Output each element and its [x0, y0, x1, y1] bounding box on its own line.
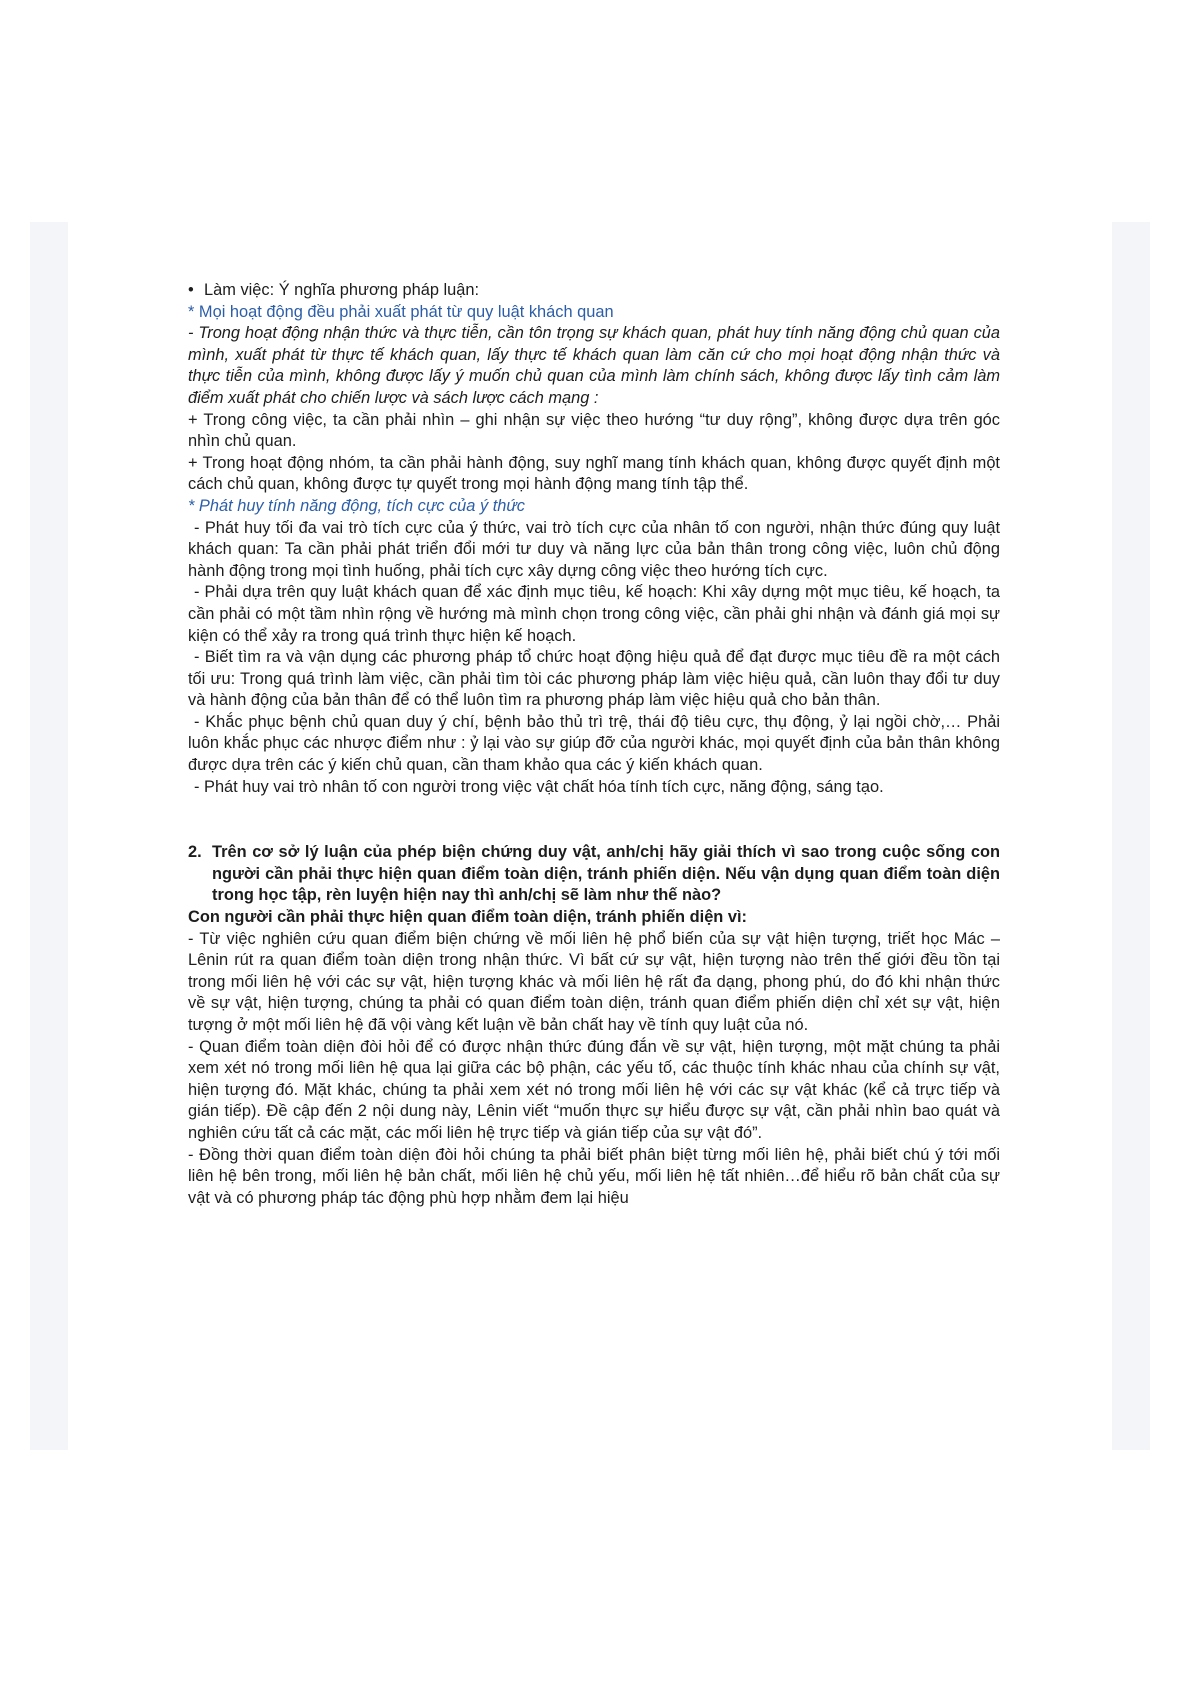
question-2	[188, 842, 1000, 907]
sub1-title: * Mọi hoạt động đều phải xuất phát từ quy luật khách quan	[188, 302, 614, 321]
sub2-item: - Phát huy vai trò nhân tố con người trong việc vật chất hóa tính tích cực, năng động, sáng tạo.	[194, 777, 884, 796]
sub2-item: - Phát huy tối đa vai trò tích cực của ý thức, vai trò tích cực của nhân tố con người, nhận thức đúng quy luật khách quan: Ta cần phải phát triển đổi mới tư duy và năng lực của bản thân trong công việc, luôn chủ động hành động trong mọi tình huống, phải tích cực xây dựng công việc theo hướng tích cực.	[188, 518, 1000, 580]
answer-item: - Từ việc nghiên cứu quan điểm biện chứng về mối liên hệ phổ biến của sự vật hiện tượng, triết học Mác – Lênin rút ra quan điểm toàn diện trong nhận thức. Vì bất cứ sự vật, hiện tượng nào trên thế giới đều tồn tại trong mối liên hệ với các sự vật, hiện tượng khác và mối liên hệ rất đa dạng, phong phú, do đó khi nhận thức về sự vật, hiện tượng, chúng ta phải có quan điểm toàn diện, tránh quan điểm phiến diện chỉ xét sự vật, hiện tượng ở một mối liên hệ đã vội vàng kết luận về bản chất hay về tính quy luật của nó.	[188, 929, 1000, 1034]
page-text	[188, 280, 1000, 1209]
sub2-title: * Phát huy tính năng động, tích cực của ý thức	[188, 496, 525, 515]
bullet-icon: •	[188, 281, 194, 299]
sub1-plus-item-2: + Trong hoạt động nhóm, ta cần phải hành động, suy nghĩ mang tính khách quan, không được quyết định một cách chủ quan, không được tự quyết trong mọi hành động mang tính tập thể.	[188, 453, 1000, 494]
sub2-item: - Khắc phục bệnh chủ quan duy ý chí, bệnh bảo thủ trì trệ, thái độ tiêu cực, thụ động, ỷ lại ngồi chờ,… Phải luôn khắc phục các nhược điểm như : ỷ lại vào sự giúp đỡ của người khác, mọi quyết định của bản thân không được dựa trên các ý kiến chủ quan, cần tham khảo qua các ý kiến khách quan.	[188, 712, 1000, 775]
sub2-item: - Phải dựa trên quy luật khách quan để xác định mục tiêu, kế hoạch: Khi xây dựng một mục tiêu, kế hoạch, ta cần phải có một tầm nhìn rộng về hướng mà mình chọn trong công việc, cần phải ghi nhận và đánh giá mọi sự kiện có thể xảy ra trong quá trình thực hiện kế hoạch.	[188, 583, 1000, 645]
question-text: Trên cơ sở lý luận của phép biện chứng duy vật, anh/chị hãy giải thích vì sao trong cuộc sống con người cần phải thực hiện quan điểm toàn diện, tránh phiến diện. Nếu vận dụng quan điểm toàn diện trong học tập, rèn luyện hiện nay thì anh/chị sẽ làm như thế nào?	[212, 843, 1000, 905]
question-number: 2.	[188, 843, 202, 862]
section-spacer	[188, 798, 1000, 842]
answer-item: - Quan điểm toàn diện đòi hỏi để có được nhận thức đúng đắn về sự vật, hiện tượng, một mặt chúng ta phải xem xét nó trong mối liên hệ qua lại giữa các bộ phận, các yếu tố, các thuộc tính khác nhau của chính sự vật, hiện tượng đó. Mặt khác, chúng ta phải xem xét nó trong mối liên hệ với các sự vật khác (kể cả trực tiếp và gián tiếp). Đề cập đến 2 nội dung này, Lênin viết “muốn thực sự hiểu được sự vật, cần phải nhìn bao quát và nghiên cứu tất cả các mặt, các mối liên hệ trực tiếp và gián tiếp của sự vật đó”.	[188, 1037, 1000, 1142]
answer-heading: Con người cần phải thực hiện quan điểm toàn diện, tránh phiến diện vì:	[188, 908, 748, 927]
sub1-plus-item-1: + Trong công việc, ta cần phải nhìn – ghi nhận sự việc theo hướng “tư duy rộng”, không được dựa trên góc nhìn chủ quan.	[188, 410, 1000, 451]
sub2-item: - Biết tìm ra và vận dụng các phương pháp tổ chức hoạt động hiệu quả để đạt được mục tiêu đề ra một cách tối ưu: Trong quá trình làm việc, cần phải tìm tòi các phương pháp làm việc hiệu quả, cần luôn thay đổi tư duy và hành động của bản thân để có thể luôn tìm ra phương pháp làm việc hiệu quả cho bản thân.	[188, 648, 1000, 710]
sub1-paragraph: - Trong hoạt động nhận thức và thực tiễn, cần tôn trọng sự khách quan, phát huy tính năng động chủ quan của mình, xuất phát từ thực tế khách quan, lấy thực tế khách quan làm căn cứ cho mọi hoạt động nhận thức và thực tiễn của mình, không được lấy ý muốn chủ quan của mình làm chính sách, không được lấy tình cảm làm điểm xuất phát cho chiến lược và sách lược cách mạng :	[188, 324, 1000, 407]
section1-heading	[188, 280, 1000, 302]
answer-item: - Đồng thời quan điểm toàn diện đòi hỏi chúng ta phải biết phân biệt từng mối liên hệ, phải biết chú ý tới mối liên hệ bên trong, mối liên hệ bản chất, mối liên hệ chủ yếu, mối liên hệ tất nhiên…để hiểu rõ bản chất của sự vật và có phương pháp tác động phù hợp nhằm đem lại hiệu	[188, 1145, 1000, 1207]
section1-heading-text: Làm việc: Ý nghĩa phương pháp luận:	[204, 281, 480, 299]
